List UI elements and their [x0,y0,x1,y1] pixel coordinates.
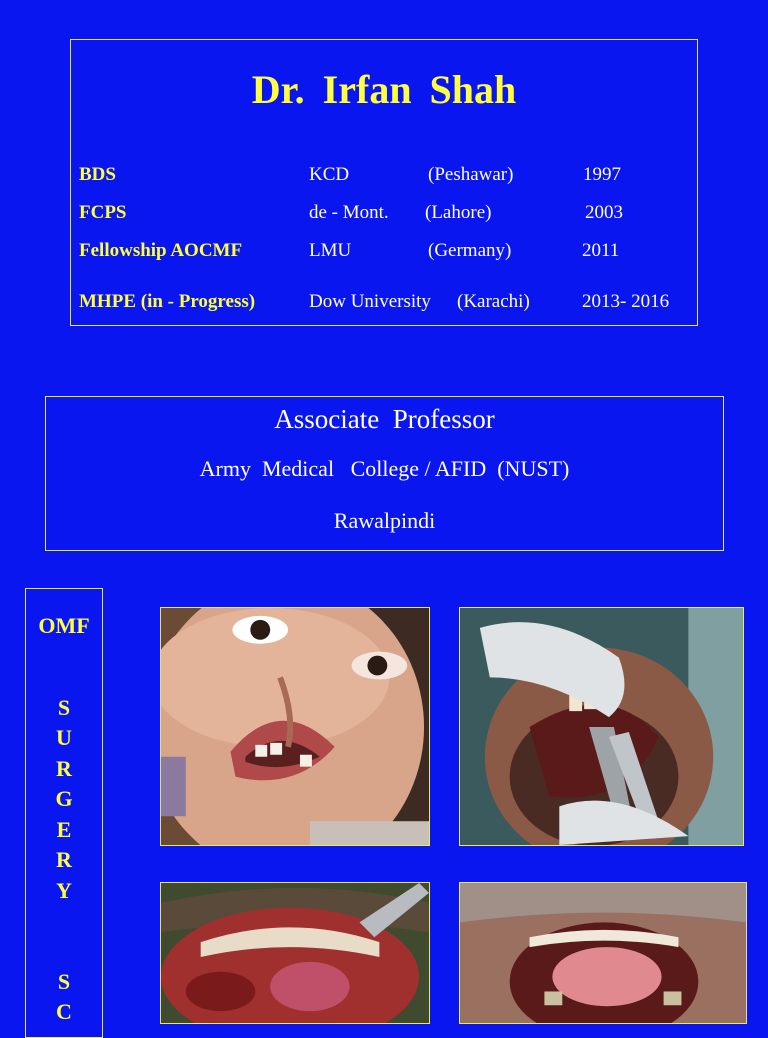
vertical-letter: G [55,786,73,811]
vertical-letter: U [56,725,72,750]
qualification-degree: MHPE (in - Progress) [79,291,256,312]
qualification-institution: KCD [309,164,350,185]
vertical-letter: R [56,756,72,781]
open-mouth-photo [459,882,747,1024]
qualification-year: 1997 [583,164,621,185]
qualification-institution: LMU [309,240,352,261]
qualification-year: 2013- 2016 [582,291,670,312]
vertical-letter: E [56,817,72,842]
surgical-jaw-photo [160,882,430,1024]
qualification-institution: Dow University [309,291,431,312]
position-panel [45,396,724,551]
qualification-city: (Peshawar) [428,164,514,185]
position-title: Associate Professor [274,404,495,434]
doctor-name: Dr. Irfan Shah [251,67,517,112]
qualification-city: (Karachi) [457,291,530,312]
college-location: Rawalpindi [333,508,436,533]
vertical-letter: S [57,969,71,994]
qualification-degree: Fellowship AOCMF [79,240,243,261]
vertical-letter: S [57,695,71,720]
child-cleft-lip-photo [160,607,430,846]
qualification-city: (Germany) [428,240,512,261]
vertical-letter: C [56,999,72,1024]
qualification-year: 2003 [585,202,623,223]
tooth-extraction-photo [459,607,744,846]
vertical-letter: R [56,847,72,872]
specialty-heading: OMF [38,613,90,638]
college-name: Army Medical College / AFID (NUST) [199,456,570,481]
qualification-degree: FCPS [79,202,127,223]
qualification-year: 2011 [582,240,620,261]
qualification-city: (Lahore) [425,202,492,223]
specialty-side-panel [25,588,103,1038]
vertical-letter: Y [56,878,72,903]
qualifications-panel [70,39,698,326]
qualification-degree: BDS [79,164,116,185]
qualification-institution: de - Mont. [309,202,389,223]
